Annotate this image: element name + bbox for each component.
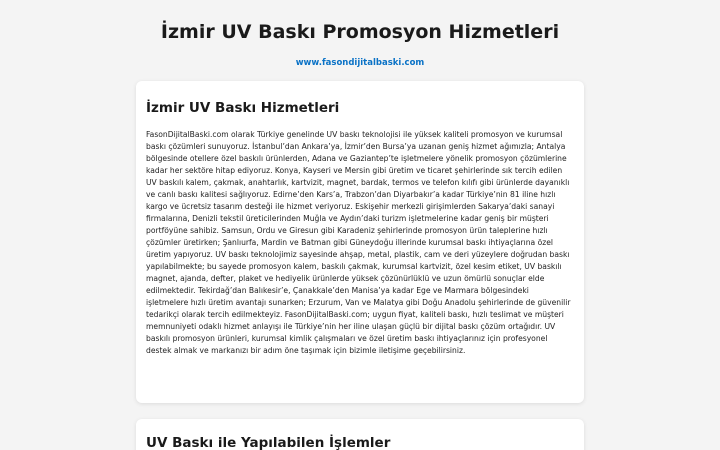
operations-card bbox=[136, 419, 584, 450]
services-description: FasonDijitalBaski.com olarak Türkiye genelinde UV baskı teknolojisi ile yüksek kaliteli promosyon ve kurumsal baskı çözümleri sunuyoruz. İstanbul’dan Ankara’ya, İzmir’den Bursa’ya uzanan geniş hizmet ağımızla; Antalya bölgesinde otellere özel baskılı ürünlerden, Adana ve Gaziantep’te işletmelere yönelik promosyon çözümlerine kadar her sektöre hitap ediyoruz. Konya, Kayseri ve Mersin gibi üretim ve ticaret şehirlerinde sık tercih edilen UV baskılı kalem, çakmak, anahtarlık, kartvizit, magnet, bardak, termos ve telefon kılıfı gibi ürünlerde dayanıklı ve canlı baskı kalitesi sağlıyoruz. Edirne’den Kars’a, Trabzon’dan Diyarbakır’a kadar Türkiye’nin 81 iline hızlı kargo ve ücretsiz tasarım desteği ile hizmet veriyoruz. Eskişehir merkezli girişimlerden Sakarya’daki sanayi firmalarına, Denizli tekstil üreticilerinden Muğla ve Aydın’daki turizm işletmelerine kadar geniş bir müşteri portföyüne sahibiz. Samsun, Ordu ve Giresun gibi Karadeniz şehirlerinde promosyon ürün taleplerine hızlı çözümler üretirken; Şanlıurfa, Mardin ve Batman gibi Güneydoğu illerinde kurumsal baskı ihtiyaçlarına özel üretim yapıyoruz. UV baskı teknolojimiz sayesinde ahşap, metal, plastik, cam ve deri yüzeylere doğrudan baskı yapılabilmekte; bu sayede promosyon kalem, baskılı çakmak, kurumsal kartvizit, özel kesim etiket, UV baskılı magnet, ajanda, defter, plaket ve hediyelik ürünlerde yüksek çözünürlüklü ve uzun ömürlü sonuçlar elde edilmektedir. Tekirdağ’dan Balıkesir’e, Çanakkale’den Manisa’ya kadar Ege ve Marmara bölgesindeki işletmelere hızlı üretim avantajı sunarken; Erzurum, Van ve Malatya gibi Doğu Anadolu şehirlerinde de güvenilir tedarikçi olarak tercih edilmekteyiz. FasonDijitalBaski.com; uygun fiyat, kaliteli baskı, hızlı teslimat ve müşteri memnuniyeti odaklı hizmet anlayışı ile Türkiye’nin her iline ulaşan güçlü bir dijital baskı çözüm ortağıdır. UV baskılı promosyon ürünleri, kurumsal kimlik çalışmaları ve özel üretim baskı ihtiyaçlarınız için profesyonel destek almak ve markanızı bir adım öne taşımak için bizimle iletişime geçebilirsiniz. bbox=[146, 130, 571, 355]
services-heading: İzmir UV Baskı Hizmetleri bbox=[146, 100, 340, 116]
page-title: İzmir UV Baskı Promosyon Hizmetleri bbox=[160, 21, 560, 43]
operations-heading: UV Baskı ile Yapılabilen İşlemler bbox=[146, 435, 391, 450]
services-card bbox=[136, 81, 584, 403]
site-link[interactable]: www.fasondijitalbaski.com bbox=[295, 58, 425, 68]
